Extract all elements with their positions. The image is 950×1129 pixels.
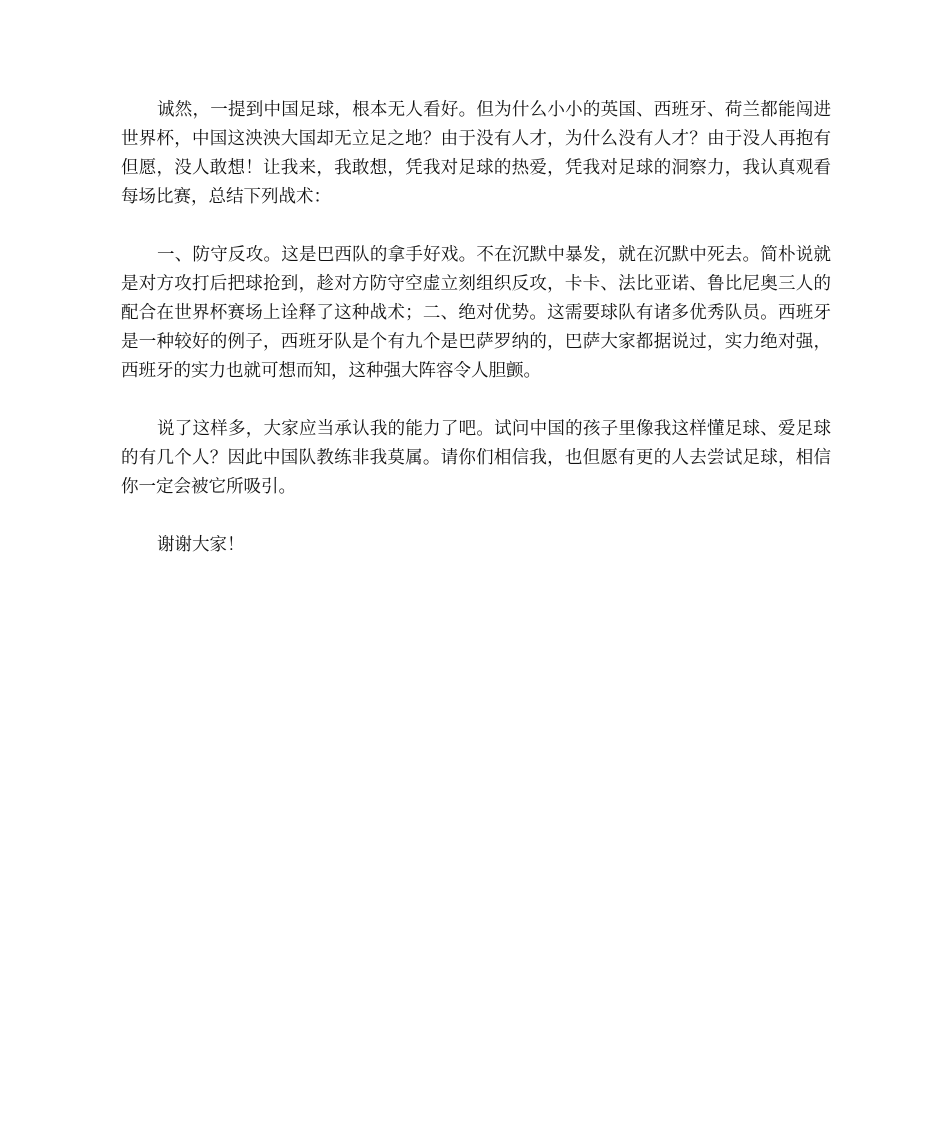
paragraph-conclusion: 说了这样多，大家应当承认我的能力了吧。试问中国的孩子里像我这样懂足球、爱足球的有几个人？因此中国队教练非我莫属。请你们相信我，也但愿有更的人去尝试足球，相信你一定会被它所吸引。 xyxy=(121,419,831,497)
paragraph-intro: 诚然，一提到中国足球，根本无人看好。但为什么小小的英国、西班牙、荷兰都能闯进世界杯，中国这泱泱大国却无立足之地？由于没有人才，为什么没有人才？由于没人再抱有但愿，没人敢想！让我来，我敢想，凭我对足球的热爱，凭我对足球的洞察力，我认真观看每场比赛，总结下列战术： xyxy=(121,100,831,207)
document-body xyxy=(121,96,831,589)
paragraph-thanks: 谢谢大家！ xyxy=(157,535,245,555)
paragraph-tactics: 一、防守反攻。这是巴西队的拿手好戏。不在沉默中暴发，就在沉默中死去。简朴说就是对方攻打后把球抢到，趁对方防守空虚立刻组织反攻，卡卡、法比亚诺、鲁比尼奥三人的配合在世界杯赛场上诠释了这种战术；二、绝对优势。这需要球队有诸多优秀队员。西班牙是一种较好的例子，西班牙队是个有九个是巴萨罗纳的，巴萨大家都据说过，实力绝对强，西班牙的实力也就可想而知，这种强大阵容令人胆颤。 xyxy=(121,245,831,381)
